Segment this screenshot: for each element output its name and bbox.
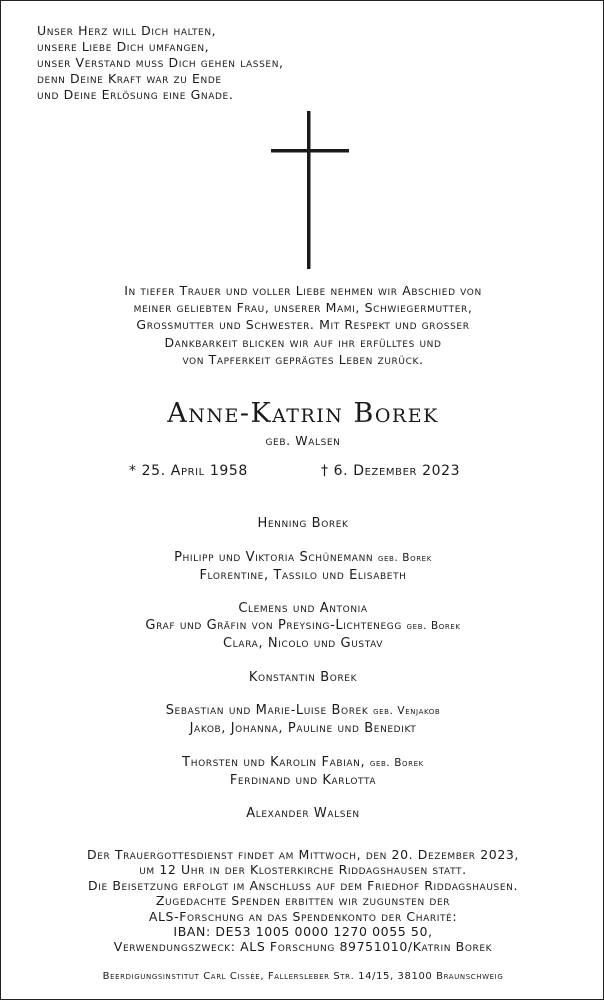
service-line: um 12 Uhr in der Klosterkirche Riddagshausen statt.: [139, 862, 467, 878]
motto-line: denn Deine Kraft war zu Ende: [37, 71, 222, 86]
mourner-line: Florentine, Tassilo und Elisabeth: [199, 567, 407, 583]
death-date: † 6. Dezember 2023: [321, 463, 461, 479]
mourner-names: Philipp und Viktoria Schünemann: [174, 549, 374, 565]
mourner-line: Clara, Nicolo und Gustav: [222, 636, 384, 651]
mourner-names: Thorsten und Karolin Fabian,: [182, 754, 366, 770]
service-line: IBAN: DE53 1005 0000 1270 0055 50,: [173, 924, 433, 940]
mourner-line: [1, 754, 604, 772]
birth-name-note: geb. Borek: [369, 756, 424, 769]
mourner-group: [1, 549, 604, 584]
motto-line: und Deine Erlösung eine Gnade.: [37, 87, 234, 102]
farewell-statement: [31, 282, 575, 368]
mourner-group: [1, 805, 604, 822]
mourner-line: Ferdinand und Karlotta: [229, 772, 377, 788]
service-line: ALS-Forschung an das Spendenkonto der Charité:: [148, 908, 458, 924]
intro-line: Grossmutter und Schwester. Mit Respekt und grosser: [136, 317, 470, 333]
mourner-line: Clemens und Antonia: [238, 601, 368, 616]
birth-date: * 25. April 1958: [129, 463, 248, 479]
motto-line: Unser Herz will Dich halten,: [37, 23, 217, 38]
mourner-line: [1, 617, 604, 635]
birth-name-note: geb. Borek: [377, 551, 432, 564]
mourner-names: Sebastian und Marie-Luise Borek: [165, 703, 369, 718]
motto-verse: [37, 23, 417, 103]
maiden-name: geb. Walsen: [265, 433, 341, 448]
mourner-names: Graf und Gräfin von Preysing-Lichtenegg: [145, 618, 402, 633]
mourner-group: [1, 600, 604, 652]
service-line: Verwendungszweck: ALS Forschung 89751010/Katrin Borek: [113, 939, 493, 955]
mourner-line: [1, 549, 604, 567]
intro-line: meiner geliebten Frau, unserer Mami, Schwiegermutter,: [133, 300, 473, 316]
intro-line: Dankbarkeit blicken wir auf ihr erfülltes und: [164, 334, 442, 350]
birth-name-note: geb. Venjakob: [373, 705, 441, 717]
mourner-group: [1, 754, 604, 789]
mourner-line: Alexander Walsen: [246, 806, 360, 821]
cross-icon: [271, 111, 349, 269]
funeral-home-footer: Beerdigungsinstitut Carl Cissée, Fallersleber Str. 14/15, 38100 Braunschweig: [102, 971, 504, 982]
intro-line: In tiefer Trauer und voller Liebe nehmen wir Abschied von: [124, 283, 482, 298]
service-information: [1, 847, 604, 955]
intro-line: von Tapferkeit geprägtes Leben zurück.: [182, 351, 424, 367]
service-line: Zugedachte Spenden erbitten wir zugunsten der: [155, 893, 451, 909]
motto-line: unser Verstand muss Dich gehen lassen,: [37, 55, 284, 70]
mourners-list: [1, 515, 604, 839]
service-line: Der Trauergottesdienst findet am Mittwoch, den 20. Dezember 2023,: [86, 847, 519, 862]
motto-line: unsere Liebe Dich umfangen,: [37, 39, 210, 54]
mourner-line: [1, 702, 604, 720]
mourner-group: [1, 669, 604, 686]
mourner-group: [1, 515, 604, 532]
mourner-line: Henning Borek: [257, 516, 349, 531]
mourner-line: Jakob, Johanna, Pauline und Benedikt: [189, 721, 417, 736]
service-line: Die Beisetzung erfolgt im Anschluss auf dem Friedhof Riddagshausen.: [87, 877, 519, 893]
birth-name-note: geb. Borek: [406, 620, 461, 632]
mourner-group: [1, 702, 604, 737]
mourner-line: Konstantin Borek: [248, 669, 358, 685]
deceased-name: Anne-Katrin Borek: [167, 398, 439, 429]
